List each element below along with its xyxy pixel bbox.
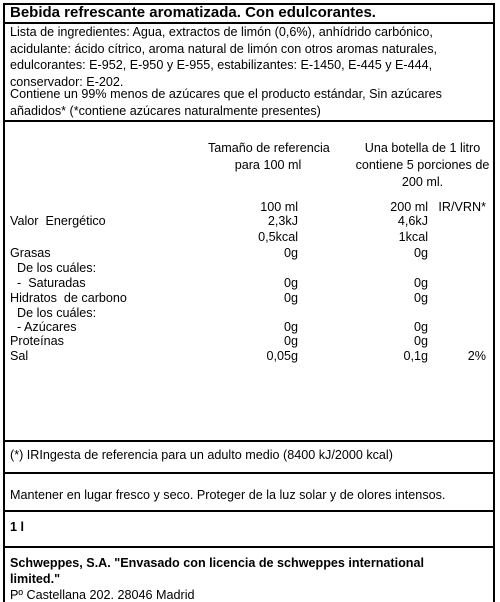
nutrient-label: - Azúcares xyxy=(10,320,77,334)
value-per-100ml: 0g xyxy=(283,246,298,260)
producer-line2: limited." xyxy=(10,572,61,586)
nutrient-label: Hidratos de carbono xyxy=(10,291,127,305)
ingredients-divider xyxy=(5,120,495,122)
nutrient-label: Proteínas xyxy=(10,334,64,348)
footnote-divider xyxy=(5,472,495,474)
value-per-200ml: 0g xyxy=(413,291,428,305)
value-per-100ml: 0,5kcal xyxy=(258,230,298,244)
nutrient-label: Sal xyxy=(10,349,29,363)
storage-divider xyxy=(5,510,495,512)
nutrient-label: De los cuáles: xyxy=(10,306,97,320)
ir-footnote: (*) IRIngesta de referencia para un adulto medio (8400 kJ/2000 kcal) xyxy=(10,448,393,462)
value-per-100ml: 2,3kJ xyxy=(267,214,298,228)
volume-divider xyxy=(5,546,495,548)
nutrient-label: Valor Energético xyxy=(10,214,106,228)
nutrient-label: - Saturadas xyxy=(10,276,86,290)
value-per-100ml: 0g xyxy=(283,320,298,334)
col2-header xyxy=(350,140,495,191)
sugar-note: Contiene un 99% menos de azúcares que el producto estándar, Sin azúcares añadidos* (*contiene azúcares naturalmente presentes) xyxy=(10,87,442,118)
value-per-100ml: 0g xyxy=(283,291,298,305)
value-per-200ml: 0,1g xyxy=(403,349,428,363)
col1-header-line2: para 100 ml xyxy=(234,158,302,172)
producer-line1: Schweppes, S.A. "Envasado con licencia de schweppes international xyxy=(10,556,424,570)
net-volume: 1 l xyxy=(10,520,25,534)
nutrient-label: De los cuáles: xyxy=(10,261,97,275)
value-per-100ml: 0,05g xyxy=(266,349,298,363)
value-ir-percent: 2% xyxy=(467,349,486,363)
col3-unit: IR/VRN* xyxy=(438,200,486,214)
value-per-200ml: 0g xyxy=(413,246,428,260)
value-per-100ml: 0g xyxy=(283,276,298,290)
value-per-200ml: 0g xyxy=(413,334,428,348)
producer-address: Pº Castellana 202. 28046 Madrid xyxy=(10,588,195,602)
ingredients-list: Lista de ingredientes: Agua, extractos de limón (0,6%), anhídrido carbónico, acidulante: ácido cítrico, aroma natural de limón con otros aromas naturales, edulcorantes: E-952, E-950 y E-955, estabilizantes: E-1450, E-445 y E-444, conservador: E-202. xyxy=(10,25,438,89)
col2-header-line1: Una botella de 1 litro xyxy=(364,141,481,155)
col2-unit: 200 ml xyxy=(390,200,428,214)
col1-header xyxy=(208,140,328,174)
product-title: Bebida refrescante aromatizada. Con edulcorantes. xyxy=(10,4,376,21)
table-divider xyxy=(5,440,495,442)
nutrient-label: Grasas xyxy=(10,246,51,260)
value-per-200ml: 0g xyxy=(413,276,428,290)
value-per-200ml: 0g xyxy=(413,320,428,334)
col2-header-line2: contiene 5 porciones de xyxy=(355,158,490,172)
col1-unit: 100 ml xyxy=(260,200,298,214)
value-per-200ml: 1kcal xyxy=(398,230,428,244)
col2-header-line3: 200 ml. xyxy=(401,175,444,189)
storage-instructions: Mantener en lugar fresco y seco. Proteger de la luz solar y de olores intensos. xyxy=(10,488,446,502)
value-per-200ml: 4,6kJ xyxy=(397,214,428,228)
value-per-100ml: 0g xyxy=(283,334,298,348)
col1-header-line1: Tamaño de referencia xyxy=(208,141,330,155)
